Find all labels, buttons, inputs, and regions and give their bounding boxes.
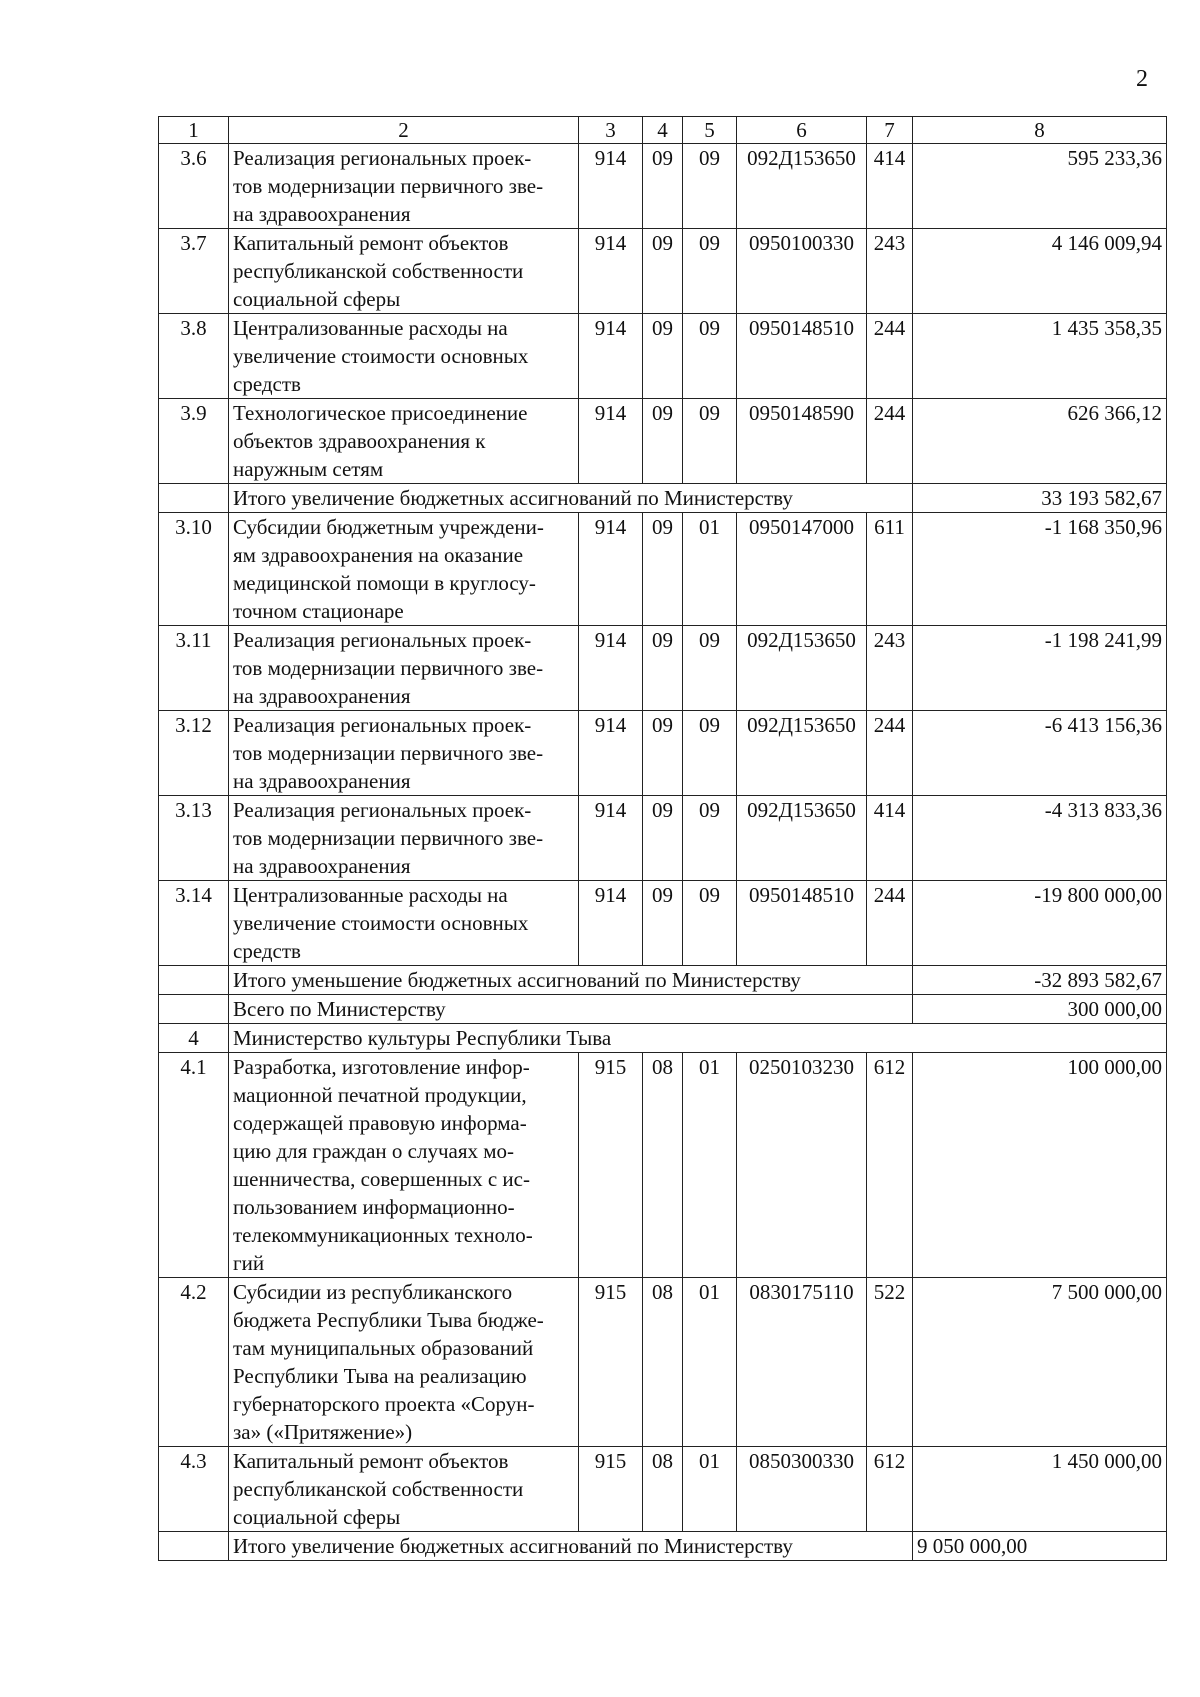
table-row: [159, 144, 1167, 229]
total-row: [159, 966, 1167, 995]
total-row: [159, 484, 1167, 513]
expense-type-code: 414: [867, 144, 913, 229]
section-code: 08: [643, 1447, 683, 1532]
row-description: Разработка, изготовление инфор- мационной печатной продукции, содержащей правовую информа- цию для граждан о случаях мо- шенничества, совершенных с ис- пользованием информационно- телекоммуникационных техноло- гий: [229, 1053, 579, 1278]
total-amount: -32 893 582,67: [913, 966, 1167, 995]
target-article-code: 092Д153650: [737, 796, 867, 881]
ministry-code: 914: [579, 229, 643, 314]
subsection-code: 09: [683, 626, 737, 711]
row-number: 4.2: [159, 1278, 229, 1447]
amount: -19 800 000,00: [913, 881, 1167, 966]
section-row: [159, 1024, 1167, 1053]
amount: 4 146 009,94: [913, 229, 1167, 314]
target-article-code: 0950148590: [737, 399, 867, 484]
header-cell: 8: [913, 117, 1167, 144]
total-amount: 9 050 000,00: [913, 1532, 1167, 1561]
expense-type-code: 244: [867, 711, 913, 796]
empty-cell: [159, 995, 229, 1024]
subsection-code: 09: [683, 229, 737, 314]
row-number: 3.11: [159, 626, 229, 711]
header-cell: 4: [643, 117, 683, 144]
section-code: 08: [643, 1053, 683, 1278]
target-article-code: 0830175110: [737, 1278, 867, 1447]
expense-type-code: 612: [867, 1447, 913, 1532]
header-cell: 5: [683, 117, 737, 144]
amount: 1 450 000,00: [913, 1447, 1167, 1532]
target-article-code: 092Д153650: [737, 626, 867, 711]
empty-cell: [159, 1532, 229, 1561]
row-description: Капитальный ремонт объектов республиканской собственности социальной сферы: [229, 229, 579, 314]
table-body: [159, 117, 1167, 1561]
header-row: [159, 117, 1167, 144]
row-description: Реализация региональных проек- тов модернизации первичного зве- на здравоохранения: [229, 711, 579, 796]
row-number: 3.8: [159, 314, 229, 399]
total-amount: 33 193 582,67: [913, 484, 1167, 513]
row-description: Реализация региональных проек- тов модернизации первичного зве- на здравоохранения: [229, 626, 579, 711]
section-code: 09: [643, 399, 683, 484]
table-row: [159, 1447, 1167, 1532]
row-number: 3.12: [159, 711, 229, 796]
target-article-code: 0950100330: [737, 229, 867, 314]
row-description: Капитальный ремонт объектов республиканской собственности социальной сферы: [229, 1447, 579, 1532]
total-label: Итого уменьшение бюджетных ассигнований по Министерству: [229, 966, 913, 995]
table-row: [159, 513, 1167, 626]
total-label: Итого увеличение бюджетных ассигнований по Министерству: [229, 1532, 913, 1561]
row-number: 3.7: [159, 229, 229, 314]
expense-type-code: 612: [867, 1053, 913, 1278]
table-row: [159, 1053, 1167, 1278]
row-description: Технологическое присоединение объектов здравоохранения к наружным сетям: [229, 399, 579, 484]
ministry-code: 914: [579, 711, 643, 796]
section-code: 09: [643, 711, 683, 796]
total-row: [159, 995, 1167, 1024]
amount: -6 413 156,36: [913, 711, 1167, 796]
ministry-code: 914: [579, 881, 643, 966]
subsection-code: 09: [683, 144, 737, 229]
row-number: 4.3: [159, 1447, 229, 1532]
section-code: 09: [643, 144, 683, 229]
subsection-code: 09: [683, 314, 737, 399]
ministry-code: 915: [579, 1053, 643, 1278]
header-cell: 7: [867, 117, 913, 144]
subsection-code: 01: [683, 513, 737, 626]
subsection-code: 09: [683, 399, 737, 484]
total-label: Всего по Министерству: [229, 995, 913, 1024]
amount: 100 000,00: [913, 1053, 1167, 1278]
table-row: [159, 626, 1167, 711]
amount: 7 500 000,00: [913, 1278, 1167, 1447]
subsection-code: 09: [683, 796, 737, 881]
empty-cell: [159, 966, 229, 995]
total-amount: 300 000,00: [913, 995, 1167, 1024]
ministry-code: 915: [579, 1447, 643, 1532]
amount: -1 168 350,96: [913, 513, 1167, 626]
subsection-code: 01: [683, 1053, 737, 1278]
section-code: 09: [643, 513, 683, 626]
row-description: Субсидии из республиканского бюджета Республики Тыва бюдже- там муниципальных образований Республики Тыва на реализацию губернаторского проекта «Сорун- за» («Притяжение»): [229, 1278, 579, 1447]
table-row: [159, 1278, 1167, 1447]
row-description: Субсидии бюджетным учреждени- ям здравоохранения на оказание медицинской помощи в круглосу- точном стационаре: [229, 513, 579, 626]
section-code: 09: [643, 626, 683, 711]
row-number: 3.6: [159, 144, 229, 229]
table-row: [159, 229, 1167, 314]
subsection-code: 01: [683, 1278, 737, 1447]
ministry-code: 915: [579, 1278, 643, 1447]
expense-type-code: 522: [867, 1278, 913, 1447]
section-title: Министерство культуры Республики Тыва: [229, 1024, 1167, 1053]
page-number: 2: [1136, 66, 1148, 92]
ministry-code: 914: [579, 144, 643, 229]
target-article-code: 0950148510: [737, 881, 867, 966]
section-code: 09: [643, 314, 683, 399]
target-article-code: 092Д153650: [737, 144, 867, 229]
header-cell: 1: [159, 117, 229, 144]
row-description: Централизованные расходы на увеличение стоимости основных средств: [229, 314, 579, 399]
row-number: 3.13: [159, 796, 229, 881]
ministry-code: 914: [579, 626, 643, 711]
header-cell: 2: [229, 117, 579, 144]
row-description: Централизованные расходы на увеличение стоимости основных средств: [229, 881, 579, 966]
row-number: 3.9: [159, 399, 229, 484]
budget-table: [158, 116, 1167, 1561]
target-article-code: 092Д153650: [737, 711, 867, 796]
amount: 1 435 358,35: [913, 314, 1167, 399]
target-article-code: 0950147000: [737, 513, 867, 626]
target-article-code: 0850300330: [737, 1447, 867, 1532]
row-description: Реализация региональных проек- тов модернизации первичного зве- на здравоохранения: [229, 796, 579, 881]
table-row: [159, 399, 1167, 484]
section-code: 09: [643, 796, 683, 881]
ministry-code: 914: [579, 399, 643, 484]
expense-type-code: 244: [867, 881, 913, 966]
ministry-code: 914: [579, 513, 643, 626]
expense-type-code: 611: [867, 513, 913, 626]
section-code: 08: [643, 1278, 683, 1447]
row-number: 4.1: [159, 1053, 229, 1278]
row-description: Реализация региональных проек- тов модернизации первичного зве- на здравоохранения: [229, 144, 579, 229]
table-row: [159, 314, 1167, 399]
table-row: [159, 881, 1167, 966]
header-cell: 6: [737, 117, 867, 144]
total-label: Итого увеличение бюджетных ассигнований по Министерству: [229, 484, 913, 513]
total-row: [159, 1532, 1167, 1561]
section-number: 4: [159, 1024, 229, 1053]
expense-type-code: 244: [867, 314, 913, 399]
expense-type-code: 243: [867, 229, 913, 314]
target-article-code: 0250103230: [737, 1053, 867, 1278]
ministry-code: 914: [579, 314, 643, 399]
amount: -1 198 241,99: [913, 626, 1167, 711]
amount: -4 313 833,36: [913, 796, 1167, 881]
row-number: 3.10: [159, 513, 229, 626]
amount: 595 233,36: [913, 144, 1167, 229]
subsection-code: 09: [683, 711, 737, 796]
section-code: 09: [643, 229, 683, 314]
target-article-code: 0950148510: [737, 314, 867, 399]
expense-type-code: 414: [867, 796, 913, 881]
amount: 626 366,12: [913, 399, 1167, 484]
subsection-code: 01: [683, 1447, 737, 1532]
section-code: 09: [643, 881, 683, 966]
expense-type-code: 243: [867, 626, 913, 711]
table-row: [159, 796, 1167, 881]
empty-cell: [159, 484, 229, 513]
header-cell: 3: [579, 117, 643, 144]
expense-type-code: 244: [867, 399, 913, 484]
row-number: 3.14: [159, 881, 229, 966]
subsection-code: 09: [683, 881, 737, 966]
table-row: [159, 711, 1167, 796]
ministry-code: 914: [579, 796, 643, 881]
